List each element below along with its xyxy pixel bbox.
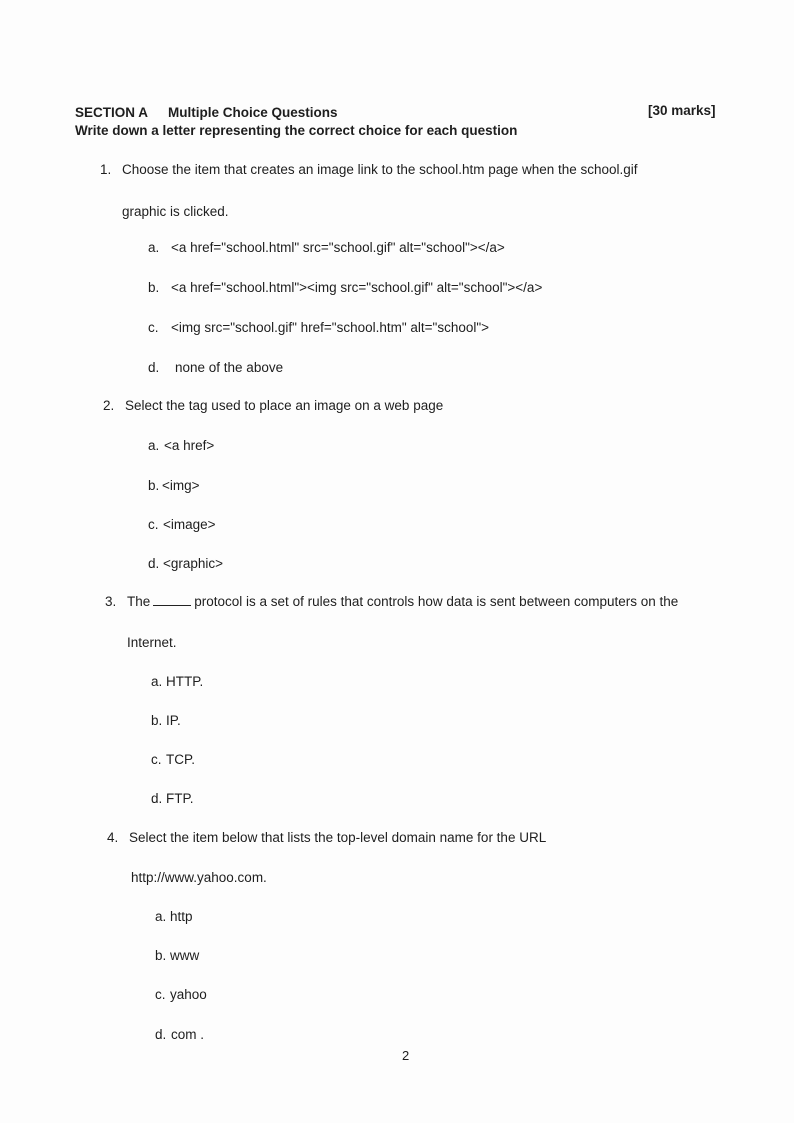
option-text: TCP. (166, 752, 196, 767)
option-letter: c. (148, 320, 159, 335)
option-letter: c. (151, 752, 162, 767)
question-text: Select the item below that lists the top-level domain name for the URL (129, 830, 547, 845)
option-letter: a. (151, 674, 163, 689)
option-text: com . (171, 1027, 205, 1042)
option-text: <a href="school.html"><img src="school.gif" alt="school"></a> (171, 280, 543, 295)
option-text: none of the above (175, 360, 284, 375)
option-letter: a. (148, 438, 160, 453)
question-text: Select the tag used to place an image on a web page (125, 398, 444, 413)
option-letter: d. (148, 556, 160, 571)
section-marks: [30 marks] (648, 103, 716, 118)
option-letter: b. (148, 280, 160, 295)
option-letter: b. (155, 948, 167, 963)
option-letter: c. (155, 987, 166, 1002)
option-letter: b. (148, 478, 160, 493)
option-text: <image> (163, 517, 216, 532)
instruction: Write down a letter representing the correct choice for each question (75, 123, 518, 138)
option-letter: a. (155, 909, 167, 924)
option-text: http (170, 909, 193, 924)
question-text-end: protocol is a set of rules that controls how data is sent between computers on the (194, 594, 679, 609)
option-text: <img> (162, 478, 200, 493)
option-text: HTTP. (166, 674, 204, 689)
option-letter: a. (148, 240, 160, 255)
question-text-start: The (127, 594, 151, 609)
option-letter: d. (155, 1027, 167, 1042)
question-text (127, 593, 678, 611)
question-text-cont: Internet. (127, 635, 177, 650)
option-letter: b. (151, 713, 163, 728)
question-text-cont: http://www.yahoo.com. (131, 870, 267, 885)
answer-blank (153, 593, 191, 606)
option-letter: d. (151, 791, 163, 806)
question-number: 4. (107, 830, 119, 845)
page-number: 2 (402, 1048, 410, 1063)
question-number: 1. (100, 162, 112, 177)
option-text: yahoo (170, 987, 207, 1002)
option-text: <img src="school.gif" href="school.htm" alt="school"> (171, 320, 490, 335)
question-text: Choose the item that creates an image link to the school.htm page when the school.gif (122, 162, 638, 177)
section-title: Multiple Choice Questions (168, 105, 338, 120)
option-text: IP. (166, 713, 181, 728)
option-text: <a href="school.html" src="school.gif" alt="school"></a> (171, 240, 505, 255)
question-text-cont: graphic is clicked. (122, 204, 229, 219)
section-label: SECTION A (75, 105, 149, 120)
question-number: 3. (105, 594, 117, 609)
option-text: <graphic> (163, 556, 224, 571)
option-letter: d. (148, 360, 160, 375)
option-letter: c. (148, 517, 159, 532)
option-text: FTP. (166, 791, 194, 806)
option-text: www (170, 948, 200, 963)
option-text: <a href> (164, 438, 215, 453)
question-number: 2. (103, 398, 115, 413)
